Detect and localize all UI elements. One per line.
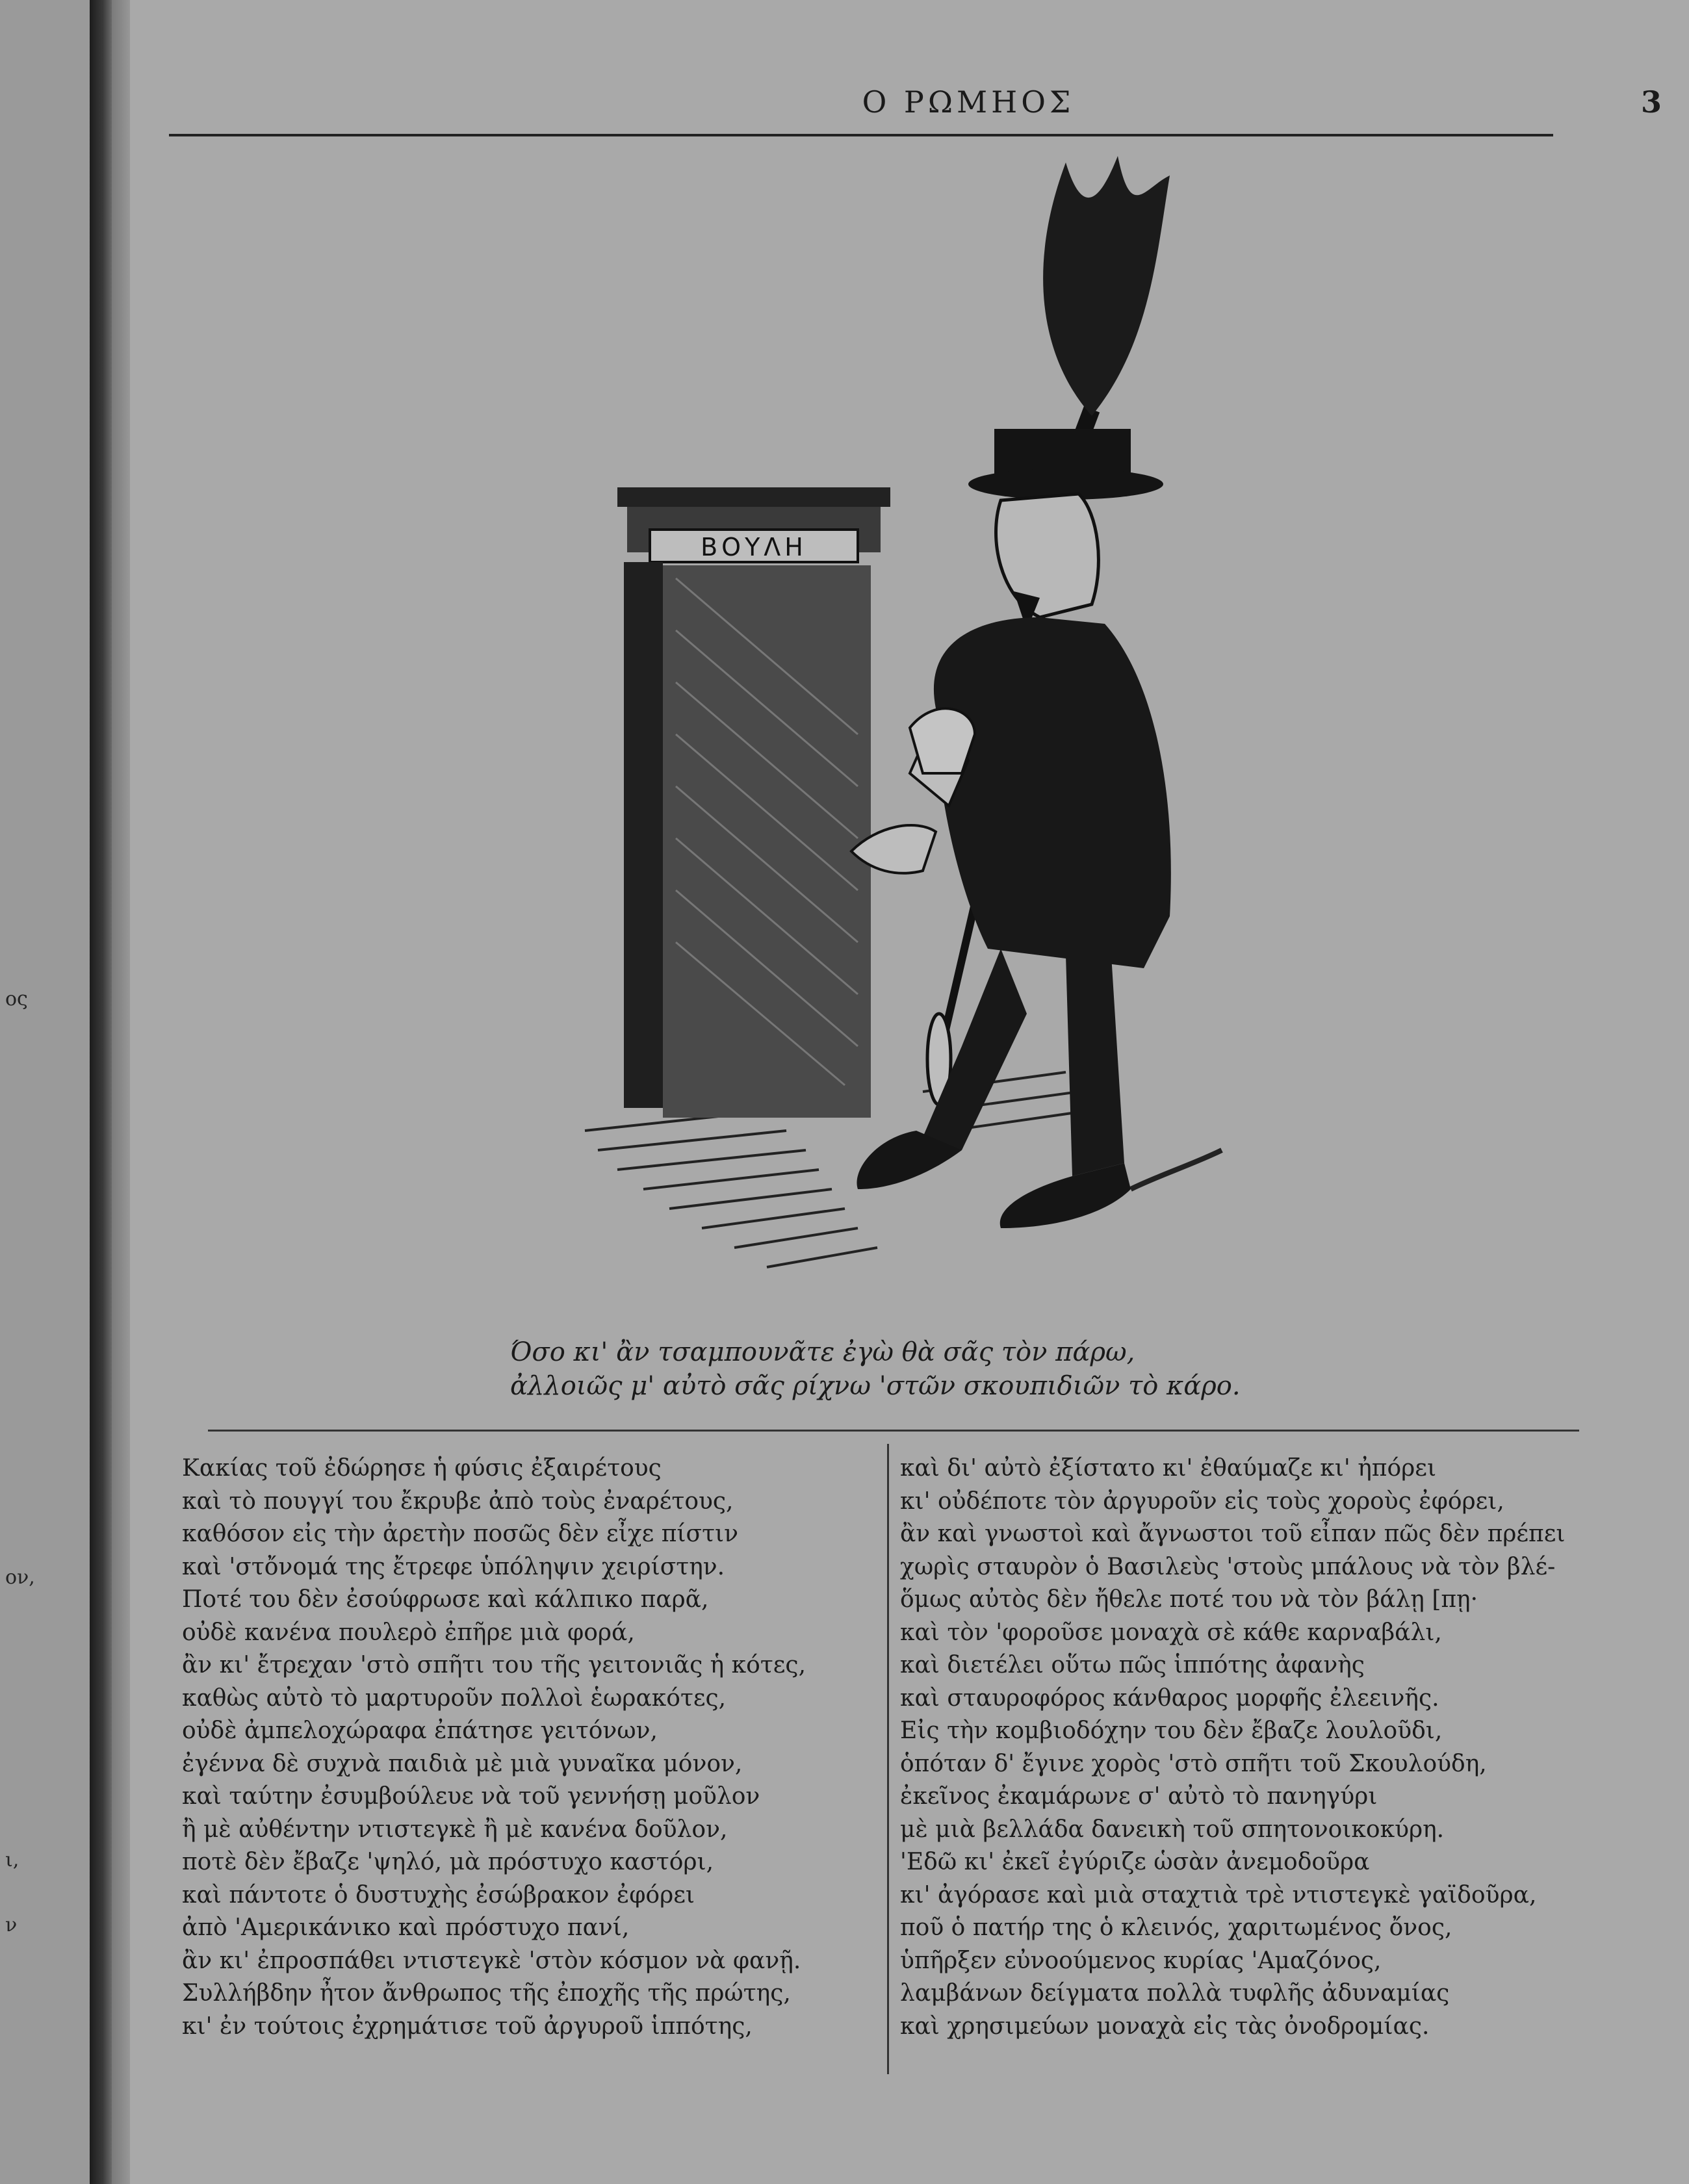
caption-line: ἀλλοιῶς μ' αὐτὸ σᾶς ρίχνω 'στῶν σκουπιδιῶν τὸ κάρο. (510, 1371, 1241, 1401)
verse-line: καθὼς αὐτὸ τὸ μαρτυροῦν πολλοὶ ἑωρακότες, (182, 1684, 727, 1712)
verse-line: καὶ χρησιμεύων μοναχὰ εἰς τὰς ὀνοδρομίας. (900, 2012, 1430, 2040)
left-fragment: ν (5, 1914, 18, 1936)
verse-line: ποτὲ δὲν ἔβαζε 'ψηλό, μὰ πρόστυχο καστόρι, (182, 1849, 714, 1875)
poem-column-left (182, 1452, 1001, 2043)
verse-line: Εἰς τὴν κομβιοδόχην του δὲν ἔβαζε λουλοῦδι, (900, 1717, 1443, 1744)
verse-line: ἐκεῖνος ἐκαμάρωνε σ' αὐτὸ τὸ πανηγύρι (900, 1783, 1378, 1810)
verse-line: μὲ μιὰ βελλάδα δανεικὴ τοῦ σπητονοικοκύρη. (900, 1816, 1445, 1843)
verse-line: καὶ σταυροφόρος κάνθαρος μορφῆς ἐλεεινῆς. (900, 1684, 1439, 1712)
header-rule (169, 134, 1553, 136)
verse-line: καὶ τὸν 'φοροῦσε μοναχὰ σὲ κάθε καρναβάλι, (900, 1619, 1442, 1646)
verse-line: οὐδὲ ἀμπελοχώραφα ἐπάτησε γειτόνων, (182, 1717, 658, 1744)
column-divider (887, 1444, 889, 2074)
newspaper-page (130, 0, 1689, 2184)
doorway (617, 487, 890, 1118)
verse-line: Κακίας τοῦ ἐδώρησε ἡ φύσις ἐξαιρέτους (182, 1455, 662, 1482)
left-fragment: ι, (5, 1849, 19, 1871)
verse-line: 'Εδῶ κι' ἐκεῖ ἐγύριζε ὡσὰν ἀνεμοδοῦρα (900, 1849, 1370, 1875)
caption-line: Όσο κι' ἂν τσαμπουνᾶτε ἐγὼ θὰ σᾶς τὸν πάρω, (510, 1337, 1135, 1367)
section-rule (208, 1430, 1579, 1432)
verse-line: ἂν καὶ γνωστοὶ καὶ ἄγνωστοι τοῦ εἶπαν πῶς δὲν πρέπει (900, 1521, 1566, 1547)
verse-line: ποῦ ὁ πατήρ της ὁ κλεινός, χαριτωμένος ὄνος, (900, 1914, 1452, 1941)
verse-line: κι' ἐν τούτοις ἐχρημάτισε τοῦ ἀργυροῦ ἱππότης, (182, 2012, 753, 2040)
verse-line: καὶ διετέλει οὕτω πῶς ἱππότης ἀφανὴς (900, 1652, 1365, 1678)
poem-column-right (900, 1452, 1689, 2043)
left-page-sliver (0, 0, 91, 2184)
verse-line: ὁπόταν δ' ἔγινε χορὸς 'στὸ σπῆτι τοῦ Σκουλούδη, (900, 1750, 1487, 1777)
verse-line: κι' οὐδέποτε τὸν ἀργυροῦν εἰς τοὺς χοροὺς ἐφόρει, (900, 1487, 1504, 1515)
verse-line: κι' ἀγόρασε καὶ μιὰ σταχτιὰ τρὲ ντιστεγκὲ γαϊδοῦρα, (900, 1881, 1537, 1908)
verse-line: ἂν κι' ἐπροσπάθει ντιστεγκὲ 'στὸν κόσμον νὰ φανῇ. (182, 1947, 801, 1974)
caricature-figure (851, 429, 1222, 1228)
verse-line: ἐγέννα δὲ συχνὰ παιδιὰ μὲ μιὰ γυναῖκα μόνον, (182, 1750, 743, 1777)
verse-line: καθόσον εἰς τὴν ἀρετὴν ποσῶς δὲν εἶχε πίστιν (182, 1521, 738, 1547)
verse-line: καὶ ταύτην ἐσυμβούλευε νὰ τοῦ γεννήσῃ μοῦλον (182, 1783, 760, 1810)
left-fragment: ον, (5, 1566, 35, 1589)
masthead-title: Ο ΡΩΜΗΟΣ (862, 84, 1075, 120)
verse-line: ὅμως αὐτὸς δὲν ἤθελε ποτέ του νὰ τὸν βάλῃ [πῃ· (900, 1586, 1478, 1613)
verse-line: ἀπὸ 'Αμερικάνικο καὶ πρόστυχο πανί, (182, 1914, 630, 1941)
verse-line: καὶ 'στὄνομά της ἔτρεφε ὑπόληψιν χειρίστην. (182, 1553, 725, 1580)
cartoon-caption (510, 1335, 1485, 1403)
cartoon-illustration (572, 149, 1339, 1339)
sign-text: ΒΟΥΛΗ (701, 533, 807, 561)
verse-line: καὶ πάντοτε ὁ δυστυχὴς ἐσώβρακον ἐφόρει (182, 1881, 695, 1908)
binding-gutter (90, 0, 112, 2184)
left-fragment: ος (5, 988, 28, 1010)
verse-line: Συλλήβδην ἦτον ἄνθρωπος τῆς ἐποχῆς τῆς πρώτης, (182, 1980, 791, 2007)
verse-line: ἢ μὲ αὐθέντην ντιστεγκὲ ἢ μὲ κανένα δοῦλον, (182, 1816, 728, 1843)
verse-line: ἂν κι' ἔτρεχαν 'στὸ σπῆτι του τῆς γειτονιᾶς ἡ κότες, (182, 1652, 806, 1678)
verse-line: καὶ τὸ πουγγί του ἔκρυβε ἀπὸ τοὺς ἐναρέτους, (182, 1487, 734, 1515)
verse-line: χωρὶς σταυρὸν ὁ Βασιλεὺς 'στοὺς μπάλους νὰ τὸν βλέ- (900, 1553, 1556, 1580)
verse-line: καὶ δι' αὐτὸ ἐξίστατο κι' ἐθαύμαζε κι' ἠπόρει (900, 1455, 1437, 1482)
verse-line: ὑπῆρξεν εὐνοούμενος κυρίας 'Αμαζόνος, (900, 1947, 1382, 1974)
verse-line: λαμβάνων δείγματα πολλὰ τυφλῆς ἀδυναμίας (900, 1980, 1450, 2007)
page-number: 3 (1641, 84, 1662, 120)
verse-line: οὐδὲ κανένα πουλερὸ ἐπῆρε μιὰ φορά, (182, 1619, 635, 1646)
verse-line: Ποτέ του δὲν ἐσούφρωσε καὶ κάλπικο παρᾶ, (182, 1586, 709, 1613)
